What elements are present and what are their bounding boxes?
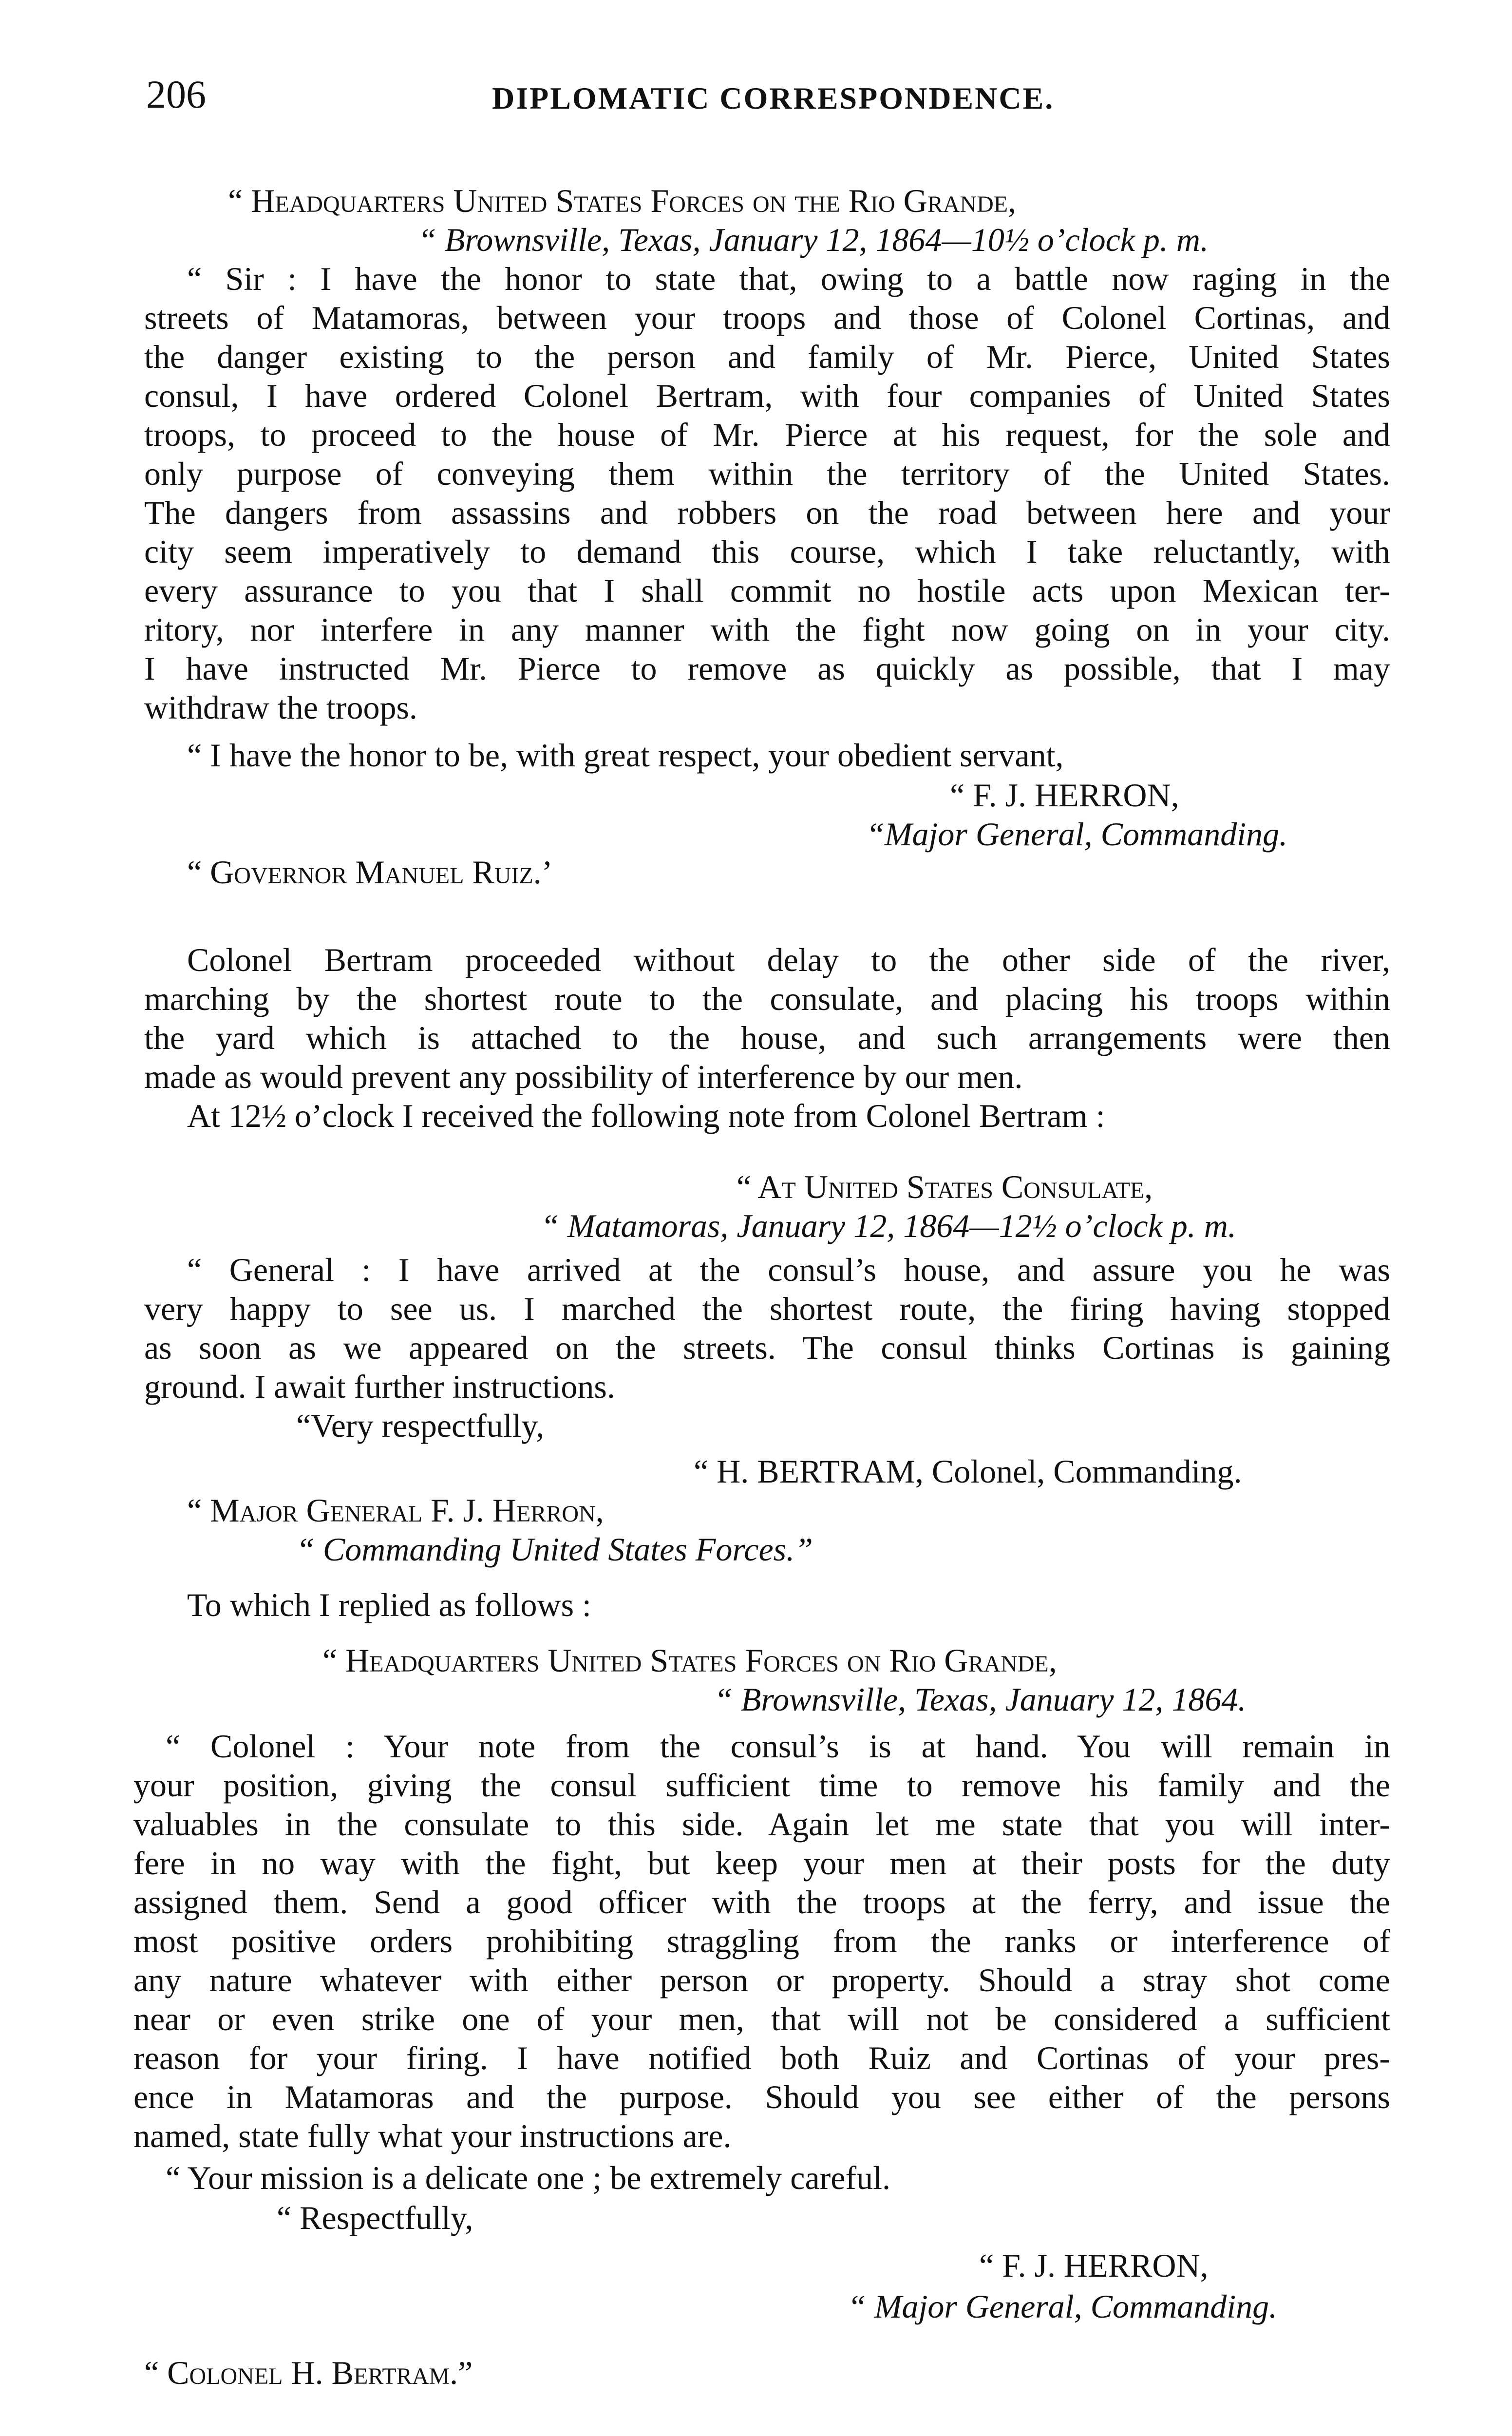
letter1-heading: “ Headquarters United States Forces on the Rio Grande, (228, 182, 1017, 219)
letter3-closing: “ Respectfully, (277, 2199, 473, 2236)
letter1-signature-title: “Major General, Commanding. (866, 816, 1288, 853)
letter1-signature-name: “ F. J. HERRON, (950, 777, 1179, 814)
letter2-body-line: ground. I await further instructions. (144, 1368, 615, 1405)
letter1-body-line: I have instructed Mr. Pierce to remove as quickly as possible, that I may (144, 650, 1390, 687)
narrative-line: the yard which is attached to the house, and such arrangements were then (144, 1019, 1390, 1056)
narrative-line: marching by the shortest route to the consulate, and placing his troops within (144, 980, 1390, 1017)
letter2-body-line: “ General : I have arrived at the consul’s house, and assure you he was (187, 1251, 1390, 1288)
letter1-body-line: the danger existing to the person and family of Mr. Pierce, United States (144, 338, 1390, 375)
letter2-signature: “ H. BERTRAM, Colonel, Commanding. (694, 1453, 1242, 1490)
letter3-body-line: assigned them. Send a good officer with the troops at the ferry, and issue the (133, 1884, 1390, 1921)
letter1-body-line: troops, to proceed to the house of Mr. Pierce at his request, for the sole and (144, 416, 1390, 453)
letter1-body-line: ritory, nor interfere in any manner with the fight now going on in your city. (144, 611, 1390, 648)
letter3-body-line: ence in Matamoras and the purpose. Should you see either of the persons (133, 2078, 1390, 2115)
letter2-closing: “Very respectfully, (296, 1407, 545, 1444)
letter2-addressee-line: “ Major General F. J. Herron, (187, 1492, 604, 1529)
letter3-signature-title: “ Major General, Commanding. (848, 2288, 1278, 2325)
letter3-signature-name: “ F. J. HERRON, (979, 2247, 1209, 2284)
letter3-body-line: any nature whatever with either person or property. Should a stray shot come (133, 1961, 1390, 1998)
letter1-closing: “ I have the honor to be, with great respect, your obedient servant, (187, 737, 1064, 774)
letter1-body-line: consul, I have ordered Colonel Bertram, with four companies of United States (144, 377, 1390, 414)
letter2-addressee-line: “ Commanding United States Forces.” (296, 1531, 813, 1568)
letter1-body-line: withdraw the troops. (144, 689, 417, 726)
running-title: DIPLOMATIC CORRESPONDENCE. (492, 81, 1055, 115)
letter1-body-line: every assurance to you that I shall commit no hostile acts upon Mexican ter- (144, 572, 1390, 609)
letter3-body-line: valuables in the consulate to this side. Again let me state that you will inter- (133, 1806, 1390, 1843)
letter3-body-line: fere in no way with the fight, but keep your men at their posts for the duty (133, 1845, 1390, 1882)
narrative-line: At 12½ o’clock I received the following note from Colonel Bertram : (187, 1097, 1105, 1134)
narrative-line: Colonel Bertram proceeded without delay to the other side of the river, (187, 941, 1390, 978)
letter3-body-line: near or even strike one of your men, that will not be considered a sufficient (133, 2000, 1390, 2037)
letter2-body-line: very happy to see us. I marched the shortest route, the firing having stopped (144, 1290, 1390, 1327)
letter3-addressee: “ Colonel H. Bertram.” (144, 2354, 473, 2391)
letter1-dateline: “ Brownsville, Texas, January 12, 1864—10½ o’clock p. m. (418, 221, 1209, 258)
letter1-body-line: “ Sir : I have the honor to state that, owing to a battle now raging in the (187, 260, 1390, 297)
letter3-dateline: “ Brownsville, Texas, January 12, 1864. (714, 1681, 1247, 1718)
reply-intro: To which I replied as follows : (187, 1586, 591, 1623)
letter1-body-line: only purpose of conveying them within the territory of the United States. (144, 455, 1390, 492)
letter3-heading: “ Headquarters United States Forces on Rio Grande, (322, 1642, 1057, 1679)
letter3-body-line: “ Colonel : Your note from the consul’s is at hand. You will remain in (166, 1728, 1390, 1765)
letter3-body-line: most positive orders prohibiting straggling from the ranks or interference of (133, 1922, 1390, 1960)
letter3-body-line: named, state fully what your instructions are. (133, 2117, 732, 2154)
letter2-heading: “ At United States Consulate, (737, 1168, 1153, 1205)
letter3-caution: “ Your mission is a delicate one ; be extremely careful. (166, 2159, 890, 2196)
letter2-body-line: as soon as we appeared on the streets. The consul thinks Cortinas is gaining (144, 1329, 1390, 1366)
page-number: 206 (146, 72, 206, 116)
letter1-body-line: city seem imperatively to demand this course, which I take reluctantly, with (144, 533, 1390, 570)
letter3-body-line: your position, giving the consul sufficient time to remove his family and the (133, 1767, 1390, 1804)
letter2-dateline: “ Matamoras, January 12, 1864—12½ o’clock p. m. (541, 1207, 1236, 1244)
letter1-body-line: The dangers from assassins and robbers on the road between here and your (144, 494, 1390, 531)
letter1-body-line: streets of Matamoras, between your troops and those of Colonel Cortinas, and (144, 299, 1390, 336)
letter3-body-line: reason for your firing. I have notified both Ruiz and Cortinas of your pres- (133, 2039, 1390, 2076)
letter1-addressee: “ Governor Manuel Ruiz.’ (187, 854, 553, 891)
narrative-line: made as would prevent any possibility of interference by our men. (144, 1058, 1023, 1095)
